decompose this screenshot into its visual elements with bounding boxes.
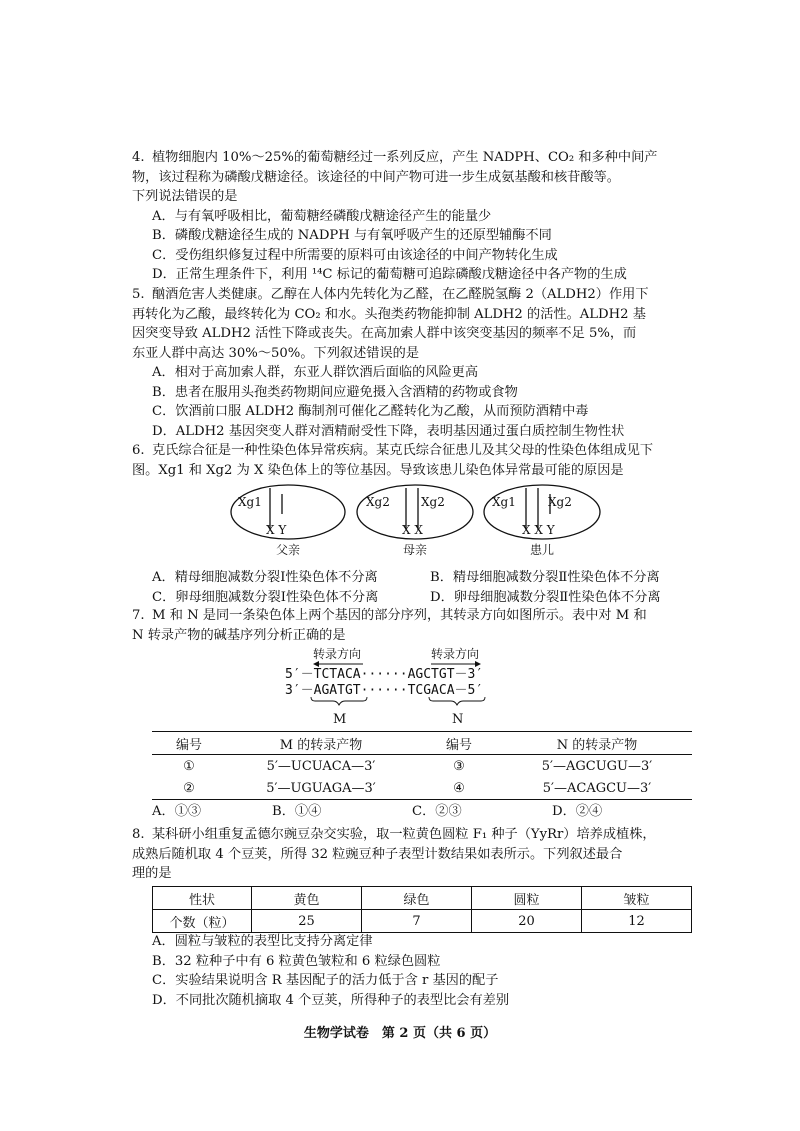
- question-number: 6.: [132, 443, 145, 458]
- table-cell: 12: [582, 910, 692, 933]
- dna-top-strand: 5′－TCTACA······AGCTGT－3′: [285, 667, 484, 682]
- table-cell: 5′—AGCUGU—3′: [541, 758, 653, 774]
- question-text: 克氏综合征是一种性染色体异常疾病。某克氏综合征患儿及其父母的性染色体组成见下: [152, 443, 654, 458]
- question-text: 图。Xg1 和 Xg2 为 X 染色体上的等位基因。导致该患儿染色体异常最可能的原因是: [132, 462, 624, 478]
- father-gene-label: Xg1: [238, 495, 262, 509]
- question-number: 7.: [132, 608, 145, 623]
- mother-caption: 母亲: [402, 543, 428, 557]
- direction-label-n: 转录方向: [430, 647, 480, 661]
- question-5: [132, 285, 692, 441]
- child-gene-right: Xg2: [548, 495, 572, 509]
- question-text: 酗酒危害人类健康。乙醇在人体内先转化为乙醛，在乙醛脱氢酶 2（ALDH2）作用下: [152, 287, 649, 302]
- mother-gene-left: Xg2: [366, 495, 390, 509]
- question-text: 下列说法错误的是: [132, 189, 238, 204]
- table-cell: ①: [183, 758, 195, 774]
- option-d[interactable]: D．卵母细胞减数分裂Ⅱ性染色体不分离: [430, 589, 661, 605]
- table-header: 编号: [175, 737, 202, 753]
- option-b[interactable]: B．①④: [272, 804, 322, 819]
- option-c[interactable]: C．饮酒前口服 ALDH2 酶制剂可催化乙醛转化为乙酸，从而预防酒精中毒: [152, 404, 589, 419]
- question-text: 东亚人群中高达 30%～50%。下列叙述错误的是: [132, 345, 420, 361]
- option-d[interactable]: D．不同批次随机摘取 4 个豆荚，所得种子的表型比会有差别: [152, 992, 510, 1008]
- option-c[interactable]: C．受伤组织修复过程中所需要的原料可由该途径的中间产物转化生成: [152, 247, 558, 263]
- table-cell: ③: [453, 758, 465, 774]
- question-7-options: [132, 802, 692, 822]
- mother-chrom-label: X X: [402, 523, 423, 537]
- child-gene-left: Xg1: [492, 495, 516, 509]
- table-header: N 的转录产物: [556, 737, 638, 753]
- question-text: 理的是: [132, 866, 172, 881]
- question-text: M 和 N 是同一条染色体上两个基因的部分序列，其转录方向如图所示。表中对 M 和: [152, 608, 647, 623]
- father-chrom-label: X Y: [266, 523, 287, 537]
- table-header: 绿色: [362, 887, 472, 910]
- option-d[interactable]: D．正常生理条件下，利用 ¹⁴C 标记的葡萄糖可追踪磷酸戊糖途径中各产物的生成: [152, 267, 627, 282]
- question-8: [132, 825, 692, 884]
- child-chrom-label: X X Y: [522, 523, 555, 537]
- option-c[interactable]: C．实验结果说明含 R 基因配子的活力低于含 r 基因的配子: [152, 973, 499, 988]
- mother-gene-right: Xg2: [421, 495, 445, 509]
- question-8-options: [132, 932, 692, 1010]
- question-text: 物，该过程称为磷酸戊糖途径。该途径的中间产物可进一步生成氨基酸和核苷酸等。: [132, 169, 620, 185]
- table-header-row: [153, 887, 692, 910]
- option-b[interactable]: B．患者在服用头孢类药物期间应避免摄入含酒精的药物或食物: [152, 384, 518, 400]
- option-c[interactable]: C．卵母细胞减数分裂Ⅰ性染色体不分离: [152, 589, 379, 605]
- table-header: 编号: [445, 737, 472, 753]
- option-b[interactable]: B．磷酸戊糖途径生成的 NADPH 与有氧呼吸产生的还原型辅酶不同: [152, 228, 552, 243]
- question-text: 某科研小组重复孟德尔豌豆杂交实验，取一粒黄色圆粒 F₁ 种子（YyRr）培养成植株，: [152, 827, 656, 842]
- option-b[interactable]: B．32 粒种子中有 6 粒黄色皱粒和 6 粒绿色圆粒: [152, 953, 441, 969]
- table-row: [153, 910, 692, 933]
- option-a[interactable]: A．精母细胞减数分裂Ⅰ性染色体不分离: [152, 570, 378, 585]
- brace-m: [311, 697, 367, 705]
- question-text: N 转录产物的碱基序列分析正确的是: [132, 627, 346, 643]
- father-cell: [231, 485, 345, 539]
- question-text: 植物细胞内 10%～25%的葡萄糖经过一系列反应，产生 NADPH、CO₂ 和多种中间产: [152, 150, 658, 165]
- question-text: 因突变导致 ALDH2 活性下降或丧失。在高加索人群中该突变基因的频率不足 5%，而: [132, 326, 637, 341]
- option-a[interactable]: A．相对于高加索人群，东亚人群饮酒后面临的风险更高: [152, 365, 479, 380]
- question-text: 成熟后随机取 4 个豆荚，所得 32 粒豌豆种子表型计数结果如表所示。下列叙述最合: [132, 846, 623, 862]
- table-cell: ④: [453, 780, 465, 796]
- table-row: [152, 777, 692, 800]
- table-header: 皱粒: [582, 887, 692, 910]
- direction-label-m: 转录方向: [312, 647, 362, 661]
- table-cell: 5′—ACAGCU—3′: [542, 780, 652, 796]
- question-4: [132, 148, 692, 285]
- transcript-table: [152, 731, 692, 800]
- brace-n: [429, 697, 485, 705]
- question-7: [132, 606, 692, 645]
- table-cell: 7: [362, 910, 472, 933]
- question-text: 再转化为乙酸，最终转化为 CO₂ 和水。头孢类药物能抑制 ALDH2 的活性。ALDH2 基: [132, 306, 646, 322]
- option-d[interactable]: D．②④: [552, 804, 603, 819]
- phenotype-table: [152, 886, 692, 933]
- question-6-options: [132, 568, 692, 607]
- table-cell: 5′—UCUACA—3′: [266, 758, 376, 774]
- question-number: 5.: [132, 287, 145, 302]
- dna-bottom-strand: 3′－AGATGT······TCGACA－5′: [285, 683, 484, 698]
- gene-label-m: M: [333, 712, 347, 727]
- gene-label-n: N: [452, 712, 464, 727]
- question-6: [132, 441, 692, 480]
- option-a[interactable]: A．与有氧呼吸相比，葡萄糖经磷酸戊糖途径产生的能量少: [152, 208, 492, 224]
- question-number: 8.: [132, 827, 145, 842]
- table-header: 黄色: [252, 887, 362, 910]
- dna-transcription-figure: [285, 646, 535, 712]
- page-footer: 生物学试卷 第 2 页（共 6 页）: [303, 1026, 497, 1041]
- option-c[interactable]: C．②③: [412, 804, 462, 819]
- sex-chromosome-figure: [230, 482, 620, 562]
- table-cell: 5′—UGUAGA—3′: [266, 780, 376, 796]
- table-cell: 25: [252, 910, 362, 933]
- table-header: 性状: [153, 887, 252, 910]
- father-caption: 父亲: [275, 543, 301, 557]
- table-cell: 20: [472, 910, 582, 933]
- child-caption: 患儿: [529, 543, 555, 557]
- table-cell: 个数（粒）: [153, 910, 252, 933]
- table-header-row: [152, 731, 692, 755]
- table-header: 圆粒: [472, 887, 582, 910]
- table-header: M 的转录产物: [279, 737, 363, 753]
- option-a[interactable]: A．圆粒与皱粒的表型比支持分离定律: [152, 934, 373, 949]
- table-cell: ②: [183, 780, 195, 796]
- table-row: [152, 755, 692, 777]
- option-d[interactable]: D．ALDH2 基因突变人群对酒精耐受性下降，表明基因通过蛋白质控制生物性状: [152, 423, 625, 439]
- question-number: 4.: [132, 150, 145, 165]
- option-a[interactable]: A．①③: [152, 804, 202, 819]
- option-b[interactable]: B．精母细胞减数分裂Ⅱ性染色体不分离: [430, 570, 660, 585]
